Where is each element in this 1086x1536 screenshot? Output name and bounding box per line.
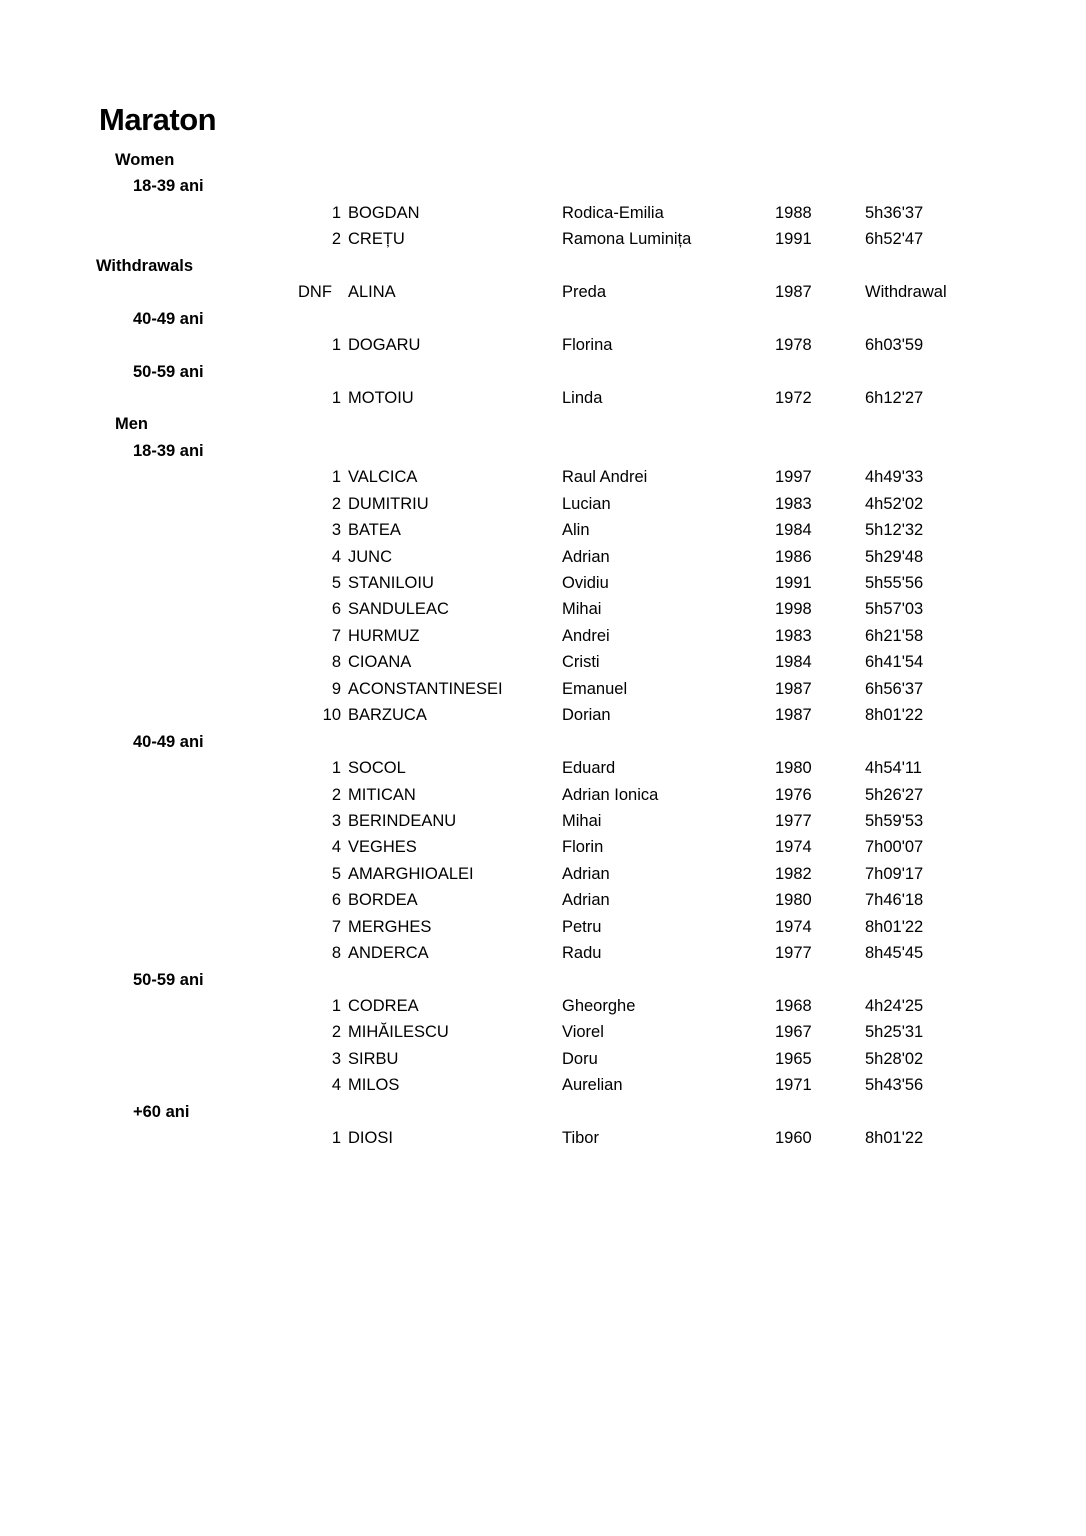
rank: 7: [331, 626, 341, 645]
result-row: [0, 570, 1086, 596]
rank: 2: [331, 494, 341, 513]
surname: DUMITRIU: [348, 494, 429, 513]
result-row: [0, 808, 1086, 834]
time: 4h54'11: [865, 759, 922, 778]
first-name: Alin: [562, 521, 590, 540]
first-name: Emanuel: [562, 679, 628, 698]
time: 6h21'58: [865, 626, 924, 645]
first-name: Lucian: [562, 494, 611, 513]
time: 5h26'27: [865, 785, 924, 804]
year: 1983: [775, 626, 812, 645]
year: 1977: [775, 944, 812, 963]
first-name: Dorian: [562, 706, 611, 725]
surname: MERGHES: [348, 917, 432, 936]
time: 8h45'45: [865, 944, 924, 963]
first-name: Adrian Ionica: [562, 785, 659, 804]
section-heading: Men: [115, 415, 148, 434]
result-row: [0, 755, 1086, 781]
surname: SANDULEAC: [348, 600, 449, 619]
time: 5h55'56: [865, 574, 924, 592]
rank: 8: [331, 653, 341, 672]
first-name: Mihai: [562, 811, 602, 830]
year: 1967: [775, 1023, 812, 1042]
time: 7h46'18: [865, 891, 924, 910]
rank: 1: [331, 203, 341, 222]
result-row: [0, 1046, 1086, 1072]
time: 5h57'03: [865, 600, 924, 619]
year: 1968: [775, 997, 812, 1015]
first-name: Tibor: [562, 1129, 599, 1148]
result-row: [0, 1125, 1086, 1151]
result-row: [0, 914, 1086, 940]
year: 1960: [775, 1129, 812, 1148]
first-name: Florina: [562, 336, 613, 355]
year: 1984: [775, 653, 812, 672]
time: 7h09'17: [865, 864, 924, 883]
surname: ALINA: [348, 283, 396, 302]
rank: 3: [331, 521, 341, 540]
year: 1987: [775, 706, 812, 725]
first-name: Radu: [562, 944, 602, 963]
result-row: [0, 200, 1086, 226]
year: 1974: [775, 838, 812, 857]
surname: BORDEA: [348, 891, 418, 910]
result-row: [0, 649, 1086, 675]
time: Withdrawal: [865, 283, 947, 302]
year: 1997: [775, 468, 812, 487]
result-row: [0, 782, 1086, 808]
first-name: Mihai: [562, 600, 602, 619]
surname: BARZUCA: [348, 706, 427, 725]
rank: 1: [331, 759, 341, 778]
first-name: Ovidiu: [562, 574, 609, 592]
rank: 1: [331, 468, 341, 487]
year: 1965: [775, 1049, 812, 1068]
section-heading-row: [0, 359, 1086, 385]
rank: 6: [331, 600, 341, 619]
result-row: [0, 279, 1086, 305]
time: 6h56'37: [865, 679, 924, 698]
surname: CIOANA: [348, 653, 412, 672]
time: 6h12'27: [865, 388, 924, 407]
result-row: [0, 332, 1086, 358]
first-name: Rodica-Emilia: [562, 203, 664, 222]
first-name: Aurelian: [562, 1076, 623, 1095]
time: 5h28'02: [865, 1049, 924, 1068]
surname: DIOSI: [348, 1129, 393, 1148]
year: 1980: [775, 759, 812, 778]
rank: 2: [331, 785, 341, 804]
year: 1982: [775, 864, 812, 883]
rank: 3: [331, 1049, 341, 1068]
surname: STANILOIU: [348, 574, 434, 592]
page-title: Maraton: [99, 102, 217, 137]
result-row: [0, 491, 1086, 517]
time: 6h41'54: [865, 653, 924, 672]
first-name: Andrei: [562, 626, 610, 645]
rank: 4: [331, 1076, 341, 1095]
section-heading-row: [0, 438, 1086, 464]
surname: SIRBU: [348, 1049, 399, 1068]
year: 1988: [775, 203, 812, 222]
surname: ACONSTANTINESEI: [348, 679, 503, 698]
section-heading: 40-49 ani: [133, 309, 204, 328]
time: 8h01'22: [865, 706, 924, 725]
first-name: Raul Andrei: [562, 468, 648, 487]
result-row: [0, 834, 1086, 860]
year: 1976: [775, 785, 812, 804]
rank: 1: [331, 997, 341, 1015]
year: 1974: [775, 917, 812, 936]
first-name: Adrian: [562, 547, 610, 566]
results-list: [0, 147, 1086, 1152]
surname: ANDERCA: [348, 944, 429, 963]
year: 1987: [775, 283, 812, 302]
section-heading-row: [0, 306, 1086, 332]
section-heading-row: [0, 173, 1086, 199]
year: 1980: [775, 891, 812, 910]
surname: SOCOL: [348, 759, 406, 778]
section-heading-row: [0, 967, 1086, 993]
time: 4h24'25: [865, 997, 924, 1015]
time: 5h43'56: [865, 1076, 924, 1095]
section-heading-row: [0, 729, 1086, 755]
year: 1984: [775, 521, 812, 540]
result-row: [0, 623, 1086, 649]
surname: MITICAN: [348, 785, 416, 804]
year: 1978: [775, 336, 812, 355]
first-name: Viorel: [562, 1023, 604, 1042]
rank: 3: [331, 811, 341, 830]
surname: VEGHES: [348, 838, 417, 857]
result-row: [0, 385, 1086, 411]
time: 5h59'53: [865, 811, 924, 830]
first-name: Florin: [562, 838, 604, 857]
surname: VALCICA: [348, 468, 418, 487]
surname: HURMUZ: [348, 626, 420, 645]
section-heading: 18-39 ani: [133, 177, 204, 196]
surname: DOGARU: [348, 336, 421, 355]
time: 5h36'37: [865, 203, 924, 222]
rank: 7: [331, 917, 341, 936]
surname: BERINDEANU: [348, 811, 457, 830]
result-row: [0, 596, 1086, 622]
time: 4h49'33: [865, 468, 924, 487]
rank: 8: [331, 944, 341, 963]
section-heading-row: [0, 411, 1086, 437]
surname: BOGDAN: [348, 203, 420, 222]
first-name: Doru: [562, 1049, 598, 1068]
rank: 6: [331, 891, 341, 910]
rank: 1: [331, 336, 341, 355]
rank: 4: [331, 838, 341, 857]
first-name: Ramona Luminița: [562, 230, 692, 249]
time: 7h00'07: [865, 838, 924, 857]
year: 1977: [775, 811, 812, 830]
rank: 5: [331, 864, 341, 883]
rank: 1: [331, 388, 341, 407]
section-heading: 50-59 ani: [133, 362, 204, 381]
result-row: [0, 544, 1086, 570]
time: 4h52'02: [865, 494, 924, 513]
result-row: [0, 993, 1086, 1019]
first-name: Cristi: [562, 653, 600, 672]
first-name: Gheorghe: [562, 997, 636, 1015]
section-heading: +60 ani: [133, 1102, 190, 1121]
first-name: Adrian: [562, 864, 610, 883]
rank: 5: [331, 574, 341, 592]
time: 8h01'22: [865, 917, 924, 936]
surname: BATEA: [348, 521, 401, 540]
surname: MOTOIU: [348, 388, 414, 407]
year: 1987: [775, 679, 812, 698]
surname: MILOS: [348, 1076, 400, 1095]
rank: 1: [331, 1129, 341, 1148]
time: 6h52'47: [865, 230, 924, 249]
rank: DNF: [298, 283, 332, 302]
result-row: [0, 702, 1086, 728]
result-row: [0, 464, 1086, 490]
section-heading: Withdrawals: [96, 256, 194, 275]
rank: 2: [331, 230, 341, 249]
time: 5h12'32: [865, 521, 924, 540]
section-heading-row: [0, 147, 1086, 173]
surname: JUNC: [348, 547, 392, 566]
time: 8h01'22: [865, 1129, 924, 1148]
year: 1972: [775, 388, 812, 407]
section-heading-row: [0, 253, 1086, 279]
result-row: [0, 1019, 1086, 1045]
surname: CREȚU: [348, 230, 405, 249]
surname: CODREA: [348, 997, 419, 1015]
result-row: [0, 676, 1086, 702]
surname: AMARGHIOALEI: [348, 864, 474, 883]
year: 1983: [775, 494, 812, 513]
result-row: [0, 887, 1086, 913]
year: 1986: [775, 547, 812, 566]
surname: MIHĂILESCU: [348, 1023, 449, 1042]
rank: 9: [331, 679, 341, 698]
result-row: [0, 226, 1086, 252]
time: 5h25'31: [865, 1023, 924, 1042]
first-name: Linda: [562, 388, 603, 407]
year: 1991: [775, 230, 812, 249]
first-name: Adrian: [562, 891, 610, 910]
rank: 4: [331, 547, 341, 566]
first-name: Petru: [562, 917, 602, 936]
year: 1991: [775, 574, 812, 592]
year: 1998: [775, 600, 812, 619]
result-row: [0, 940, 1086, 966]
first-name: Eduard: [562, 759, 616, 778]
result-row: [0, 1072, 1086, 1098]
section-heading: 40-49 ani: [133, 732, 204, 751]
time: 5h29'48: [865, 547, 924, 566]
result-row: [0, 517, 1086, 543]
time: 6h03'59: [865, 336, 924, 355]
section-heading: 18-39 ani: [133, 441, 204, 460]
rank: 10: [322, 706, 341, 725]
section-heading-row: [0, 1099, 1086, 1125]
year: 1971: [775, 1076, 812, 1095]
rank: 2: [331, 1023, 341, 1042]
section-heading: Women: [115, 151, 175, 169]
first-name: Preda: [562, 283, 607, 302]
section-heading: 50-59 ani: [133, 970, 204, 989]
result-row: [0, 861, 1086, 887]
